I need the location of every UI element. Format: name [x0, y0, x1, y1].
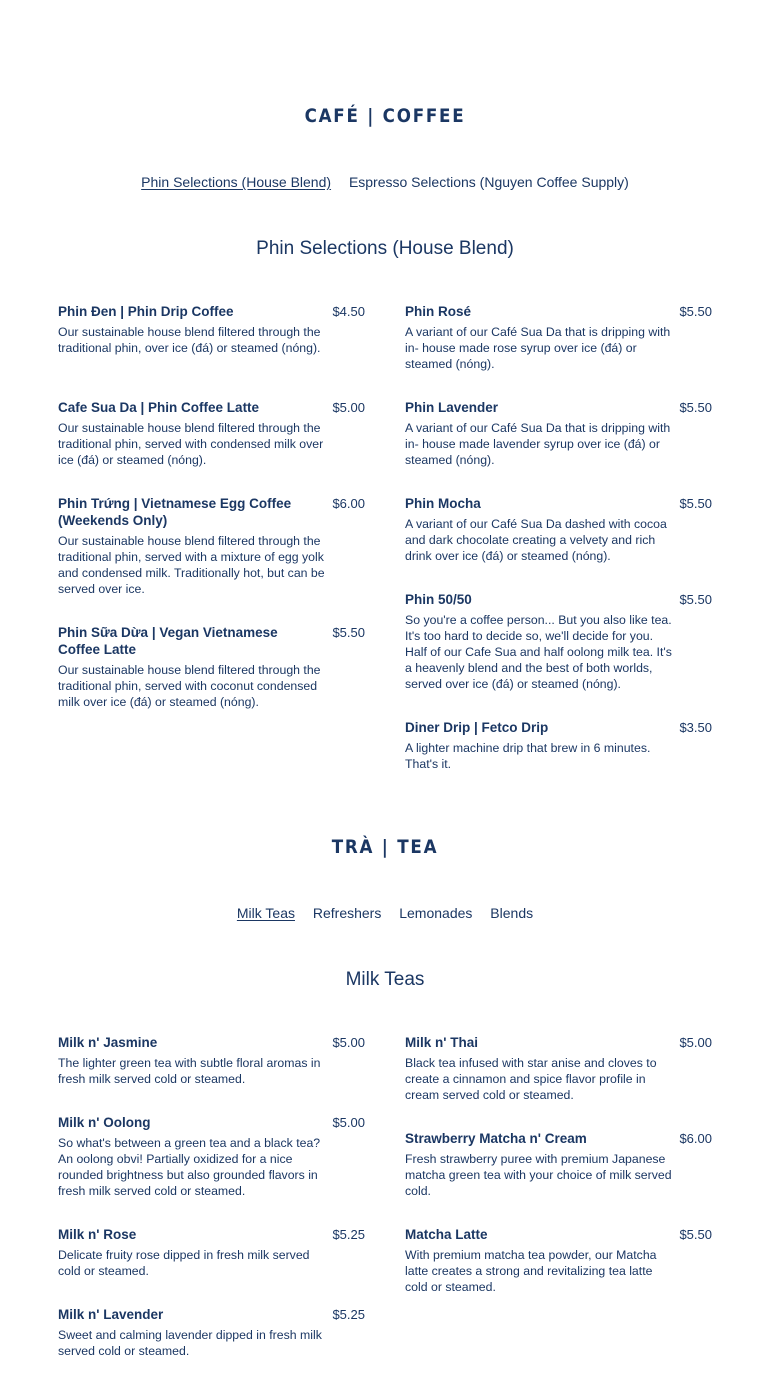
menu-item: [58, 1306, 365, 1359]
tab-milk-teas[interactable]: Milk Teas: [236, 905, 295, 921]
menu-item: [405, 495, 712, 564]
menu-item: [405, 303, 712, 372]
menu-item-price: $5.25: [332, 1227, 365, 1242]
menu-item: [58, 1034, 365, 1087]
menu-item-name: Phin Sữa Dừa | Vegan Vietnamese Coffee Latte: [58, 625, 278, 657]
menu-item-price: $5.00: [332, 1115, 365, 1130]
menu-item-price: $5.00: [332, 1035, 365, 1050]
menu-item-description: A lighter machine drip that brew in 6 minutes. That's it.: [405, 741, 651, 771]
menu-item-price: $5.50: [679, 400, 712, 415]
menu-item: [58, 624, 365, 710]
menu-item-description: With premium matcha tea powder, our Matcha latte creates a strong and revitalizing tea latte cold or steamed.: [405, 1248, 657, 1294]
coffee-subsection-title: Phin Selections (House Blend): [256, 238, 514, 259]
menu-item-price: $5.50: [332, 625, 365, 640]
menu-item-name: Diner Drip | Fetco Drip: [405, 720, 549, 735]
menu-item: [405, 1130, 712, 1199]
menu-item-price: $5.50: [679, 1227, 712, 1242]
tea-tabs: [0, 905, 770, 921]
menu-item-description: So you're a coffee person... But you also like tea. It's too hard to decide so, we'll decide for you. Half of our Cafe Sua and half oolong milk tea. It's a heavenly blend and the best of both worlds, served over ice (đá) or steamed (nóng).: [405, 613, 672, 691]
tab-blends[interactable]: Blends: [490, 905, 534, 921]
menu-item-name: Cafe Sua Da | Phin Coffee Latte: [58, 400, 260, 415]
menu-item: [405, 1034, 712, 1103]
menu-item-name: Milk n' Oolong: [58, 1115, 151, 1130]
menu-item-name: Milk n' Lavender: [58, 1307, 164, 1322]
menu-item-name: Phin Đen | Phin Drip Coffee: [58, 304, 234, 319]
menu-item-description: The lighter green tea with subtle floral aromas in fresh milk served cold or steamed.: [58, 1056, 321, 1086]
menu-item-name: Matcha Latte: [405, 1227, 488, 1242]
menu-item-price: $5.00: [332, 400, 365, 415]
menu-item: [58, 303, 365, 356]
menu-item-description: Delicate fruity rose dipped in fresh milk served cold or steamed.: [58, 1248, 310, 1278]
tea-subsection-title: Milk Teas: [345, 969, 425, 990]
menu-item-price: $3.50: [679, 720, 712, 735]
menu-item-description: Sweet and calming lavender dipped in fresh milk served cold or steamed.: [58, 1328, 322, 1358]
tea-section-title: TRÀ | TEA: [331, 836, 439, 858]
menu-item-name: Milk n' Thai: [405, 1035, 478, 1050]
menu-item-name: Phin 50/50: [405, 592, 472, 607]
coffee-tabs: [0, 174, 770, 190]
menu-item-description: Fresh strawberry puree with premium Japanese matcha green tea with your choice of milk served cold.: [405, 1152, 672, 1198]
menu-item: [405, 719, 712, 772]
menu-item-name: Milk n' Rose: [58, 1227, 137, 1242]
menu-item-price: $6.00: [679, 1131, 712, 1146]
menu-item-description: So what's between a green tea and a black tea? An oolong obvi! Partially oxidized for a nice rounded brightness but also grounded flavors in fresh milk served cold or steamed.: [58, 1136, 321, 1198]
menu-item-description: A variant of our Café Sua Da dashed with cocoa and dark chocolate creating a velvety and rich drink over ice (đá) or steamed (nóng).: [405, 517, 667, 563]
tab-lemonades[interactable]: Lemonades: [399, 905, 473, 921]
menu-item: [405, 1226, 712, 1295]
menu-item-description: Black tea infused with star anise and cloves to create a cinnamon and spice flavor profile in cream served cold or steamed.: [405, 1056, 657, 1102]
menu-item-price: $5.50: [679, 304, 712, 319]
menu-item: [58, 495, 365, 597]
menu-item-price: $5.50: [679, 592, 712, 607]
menu-item: [58, 1226, 365, 1279]
menu-item-name: Milk n' Jasmine: [58, 1035, 158, 1050]
menu-item-description: Our sustainable house blend filtered through the traditional phin, served with condensed milk over ice (đá) or steamed (nóng).: [58, 421, 324, 467]
menu-item-description: A variant of our Café Sua Da that is dripping with in- house made rose syrup over ice (đá) or steamed (nóng).: [405, 325, 671, 371]
menu-item-price: $5.25: [332, 1307, 365, 1322]
tab-refreshers[interactable]: Refreshers: [312, 905, 382, 921]
menu-item-description: A variant of our Café Sua Da that is dripping with in- house made lavender syrup over ice (đá) or steamed (nóng).: [405, 421, 671, 467]
menu-item: [405, 591, 712, 692]
menu-item-name: Phin Mocha: [405, 496, 481, 511]
menu-item-name: Phin Rosé: [405, 304, 472, 319]
menu-item-price: $6.00: [332, 496, 365, 511]
menu-item: [58, 399, 365, 468]
menu-item-name: Phin Trứng | Vietnamese Egg Coffee (Weekends Only): [58, 496, 292, 528]
menu-item-price: $5.50: [679, 496, 712, 511]
menu-item-description: Our sustainable house blend filtered through the traditional phin, served with coconut condensed milk over ice (đá) or steamed (nóng).: [58, 663, 321, 709]
menu-item: [405, 399, 712, 468]
coffee-section-title: CAFÉ | COFFEE: [304, 105, 466, 127]
tab-espresso-selections[interactable]: Espresso Selections (Nguyen Coffee Supply): [348, 174, 629, 190]
menu-item: [58, 1114, 365, 1199]
menu-item-description: Our sustainable house blend filtered through the traditional phin, served with a mixture of egg yolk and condensed milk. Traditionally hot, but can be served over ice.: [58, 534, 325, 596]
menu-item-name: Phin Lavender: [405, 400, 499, 415]
tab-phin-selections[interactable]: Phin Selections (House Blend): [141, 174, 332, 190]
menu-item-price: $5.00: [679, 1035, 712, 1050]
menu-item-price: $4.50: [332, 304, 365, 319]
menu-item-name: Strawberry Matcha n' Cream: [405, 1131, 587, 1146]
menu-item-description: Our sustainable house blend filtered through the traditional phin, over ice (đá) or steamed (nóng).: [58, 325, 321, 355]
